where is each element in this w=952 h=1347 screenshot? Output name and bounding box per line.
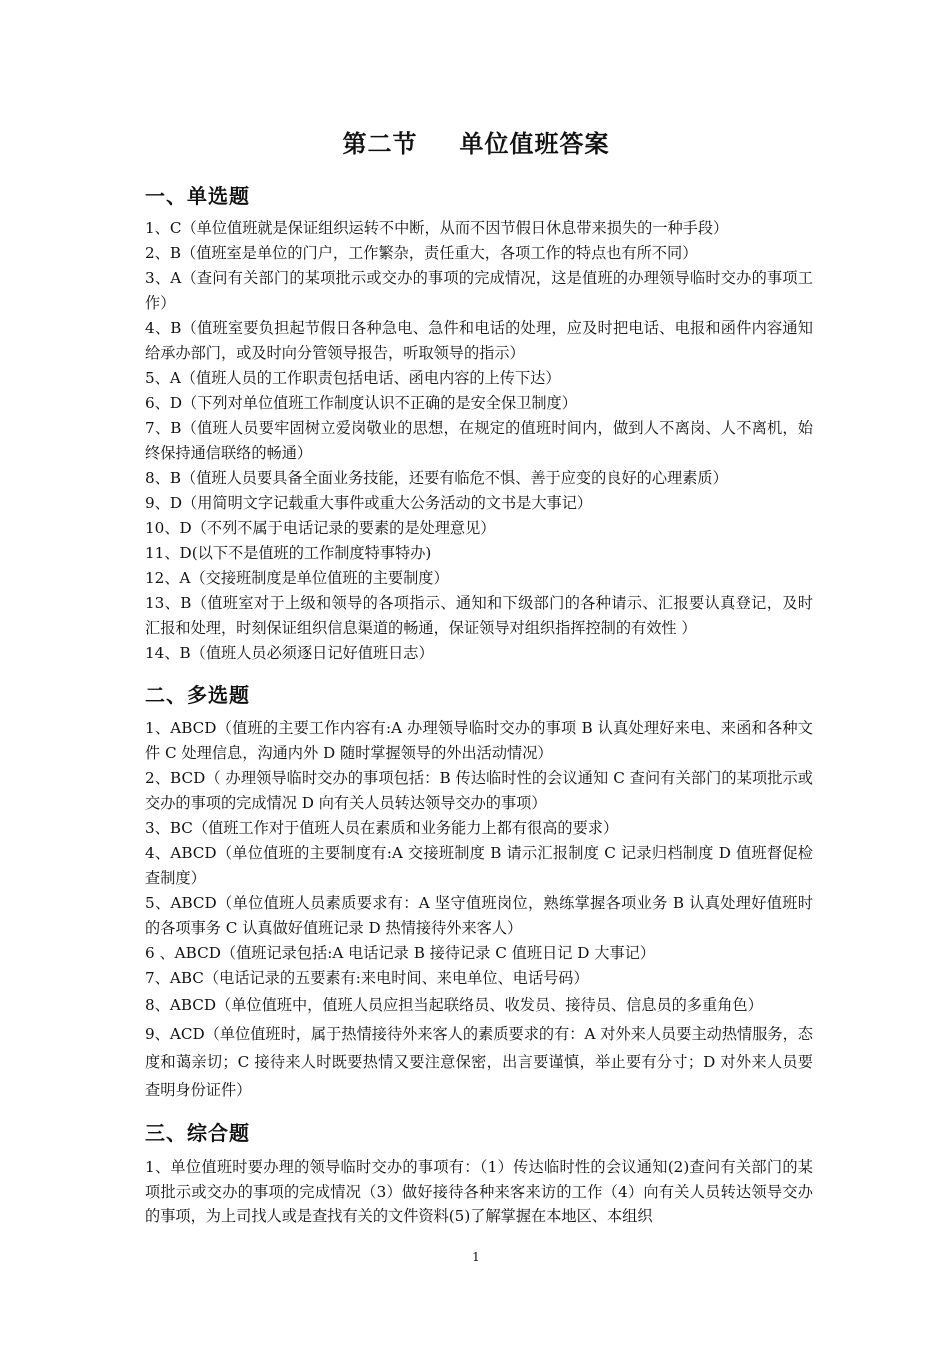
answer-item: 8、ABCD（单位值班中，值班人员应担当起联络员、收发员、接待员、信息员的多重角色） bbox=[145, 996, 763, 1014]
answer-item: 9、D（用简明文字记载重大事件或重大公务活动的文书是大事记） bbox=[145, 494, 593, 512]
answer-item: 6、D（下列对单位值班工作制度认识不正确的是安全保卫制度） bbox=[145, 394, 577, 412]
answer-item: 1、单位值班时要办理的领导临时交办的事项有：（1）传达临时性的会议通知(2)查问有关部门的某项批示或交办的事项的完成情况（3）做好接待各种来客来访的工作（4）向有关人员转达领导交办的事项，为上司找人或是查找有关的文件资料(5)了解掌握在本地区、本组织 bbox=[145, 1158, 813, 1225]
answer-item: 13、B（值班室对于上级和领导的各项指示、通知和下级部门的各种请示、汇报要认真登记，及时汇报和处理，时刻保证组织信息渠道的畅通，保证领导对组织指挥控制的有效性 ） bbox=[145, 594, 813, 637]
answer-item: 3、BC（值班工作对于值班人员在素质和业务能力上都有很高的要求） bbox=[145, 819, 619, 837]
answer-item: 4、B（值班室要负担起节假日各种急电、急件和电话的处理，应及时把电话、电报和函件内容通知给承办部门，或及时向分管领导报告，听取领导的指示） bbox=[145, 319, 813, 362]
answer-item: 2、B（值班室是单位的门户，工作繁杂，责任重大，各项工作的特点也有所不同） bbox=[145, 244, 698, 262]
answer-item: 6 、ABCD（值班记录包括:A 电话记录 B 接待记录 C 值班日记 D 大事记） bbox=[145, 944, 656, 962]
answer-item: 5、A（值班人员的工作职责包括电话、函电内容的上传下达） bbox=[145, 369, 561, 387]
section-heading-multiple-choice: 二、多选题 bbox=[145, 683, 250, 707]
section-heading-comprehensive: 三、综合题 bbox=[145, 1121, 250, 1145]
answer-item: 3、A（查问有关部门的某项批示或交办的事项的完成情况，这是值班的办理领导临时交办的事项工作） bbox=[145, 269, 813, 312]
title-part-2: 单位值班答案 bbox=[459, 130, 610, 158]
title-part-1: 第二节 bbox=[342, 130, 418, 158]
answer-item: 11、D(以下不是值班的工作制度特事特办) bbox=[145, 544, 432, 562]
page-title bbox=[0, 124, 952, 159]
answer-item: 14、B（值班人员必须逐日记好值班日志） bbox=[145, 644, 434, 662]
answer-item: 2、BCD（ 办理领导临时交办的事项包括：B 传达临时性的会议通知 C 查问有关部门的某项批示或交办的事项的完成情况 D 向有关人员转达领导交办的事项） bbox=[145, 769, 813, 812]
answer-item: 12、A（交接班制度是单位值班的主要制度） bbox=[145, 569, 449, 587]
section-heading-single-choice: 一、单选题 bbox=[145, 184, 250, 208]
answer-item: 9、ACD（单位值班时，属于热情接待外来客人的素质要求的有：A 对外来人员要主动热情服务，态度和蔼亲切；C 接待来人时既要热情又要注意保密，出言要谨慎，举止要有分寸；D 对外来人员要查明身份证件） bbox=[145, 1025, 813, 1099]
answer-item: 10、D（不列不属于电话记录的要素的是处理意见） bbox=[145, 519, 496, 537]
answer-item: 5、ABCD（单位值班人员素质要求有：A 坚守值班岗位，熟练掌握各项业务 B 认真处理好值班时的各项事务 C 认真做好值班记录 D 热情接待外来客人） bbox=[145, 894, 813, 937]
answer-item: 4、ABCD（单位值班的主要制度有:A 交接班制度 B 请示汇报制度 C 记录归档制度 D 值班督促检查制度） bbox=[145, 844, 813, 887]
answer-item: 1、ABCD（值班的主要工作内容有:A 办理领导临时交办的事项 B 认真处理好来电、来函和各种文件 C 处理信息，沟通内外 D 随时掌握领导的外出活动情况） bbox=[145, 719, 813, 762]
answer-item: 1、C（单位值班就是保证组织运转不中断，从而不因节假日休息带来损失的一种手段） bbox=[145, 219, 729, 237]
page-number: 1 bbox=[472, 1250, 480, 1264]
answer-item: 7、ABC（电话记录的五要素有:来电时间、来电单位、电话号码） bbox=[145, 969, 589, 987]
answer-item: 8、B（值班人员要具备全面业务技能，还要有临危不惧、善于应变的良好的心理素质） bbox=[145, 469, 728, 487]
answer-item: 7、B（值班人员要牢固树立爱岗敬业的思想，在规定的值班时间内，做到人不离岗、人不离机，始终保持通信联络的畅通） bbox=[145, 419, 813, 462]
